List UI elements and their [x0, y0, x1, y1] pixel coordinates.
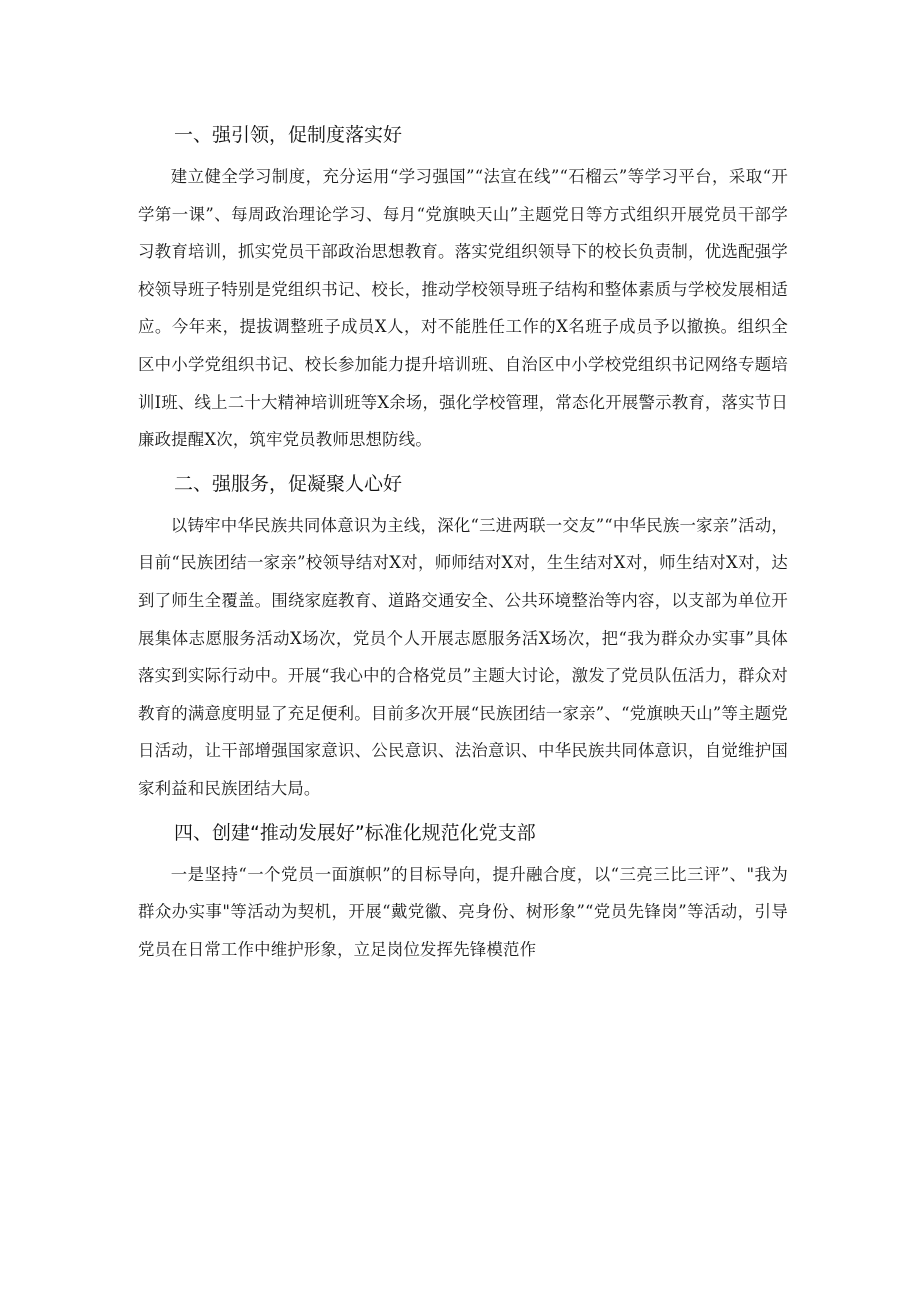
section-heading: 四、创建“推动发展好”标准化规范化党支部	[174, 821, 536, 844]
section-paragraph: 以铸牢中华民族共同体意识为主线，深化“三进两联一交友”“中华民族一家亲”活动，目前“民族团结一家亲”校领导结对X对，师师结对X对，生生结对X对，师生结对X对，达到了师生全覆盖。围绕家庭教育、道路交通安全、公共环境整治等内容，以支部为单位开展集体志愿服务活动X场次，党员个人开展志愿服务活X场次，把“我为群众办实事”具体落实到实际行动中。开展“我心中的合格党员”主题大讨论，激发了党员队伍活力，群众对教育的满意度明显了充足便利。目前多次开展“民族团结一家亲”、“党旗映天山”等主题党日活动，让干部增强国家意识、公民意识、法治意识、中华民族共同体意识，自觉维护国家利益和民族团结大局。	[138, 515, 788, 798]
document-body	[138, 114, 788, 968]
section-paragraph: 建立健全学习制度，充分运用“学习强国”“法宣在线”“石榴云”等学习平台，采取“开学第一课”、每周政治理论学习、每月“党旗映天山”主题党日等方式组织开展党员干部学习教育培训，抓实党员干部政治思想教育。落实党组织领导下的校长负责制，优选配强学校领导班子特别是党组织书记、校长，推动学校领导班子结构和整体素质与学校发展相适应。今年来，提拔调整班子成员X人，对不能胜任工作的X名班子成员予以撤换。组织全区中小学党组织书记、校长参加能力提升培训班、自治区中小学校党组织书记网络专题培训I班、线上二十大精神培训班等X余场，强化学校管理，常态化开展警示教育，落实节日廉政提醒X次，筑牢党员教师思想防线。	[138, 167, 788, 450]
section-heading: 二、强服务，促凝聚人心好	[174, 472, 403, 495]
section-heading: 一、强引领，促制度落实好	[174, 124, 403, 146]
section-paragraph: 一是坚持“一个党员一面旗帜”的目标导向，提升融合度，以“三亮三比三评”、"我为群众办实事"等活动为契机，开展“戴党徽、亮身份、树形象”“党员先锋岗”等活动，引导党员在日常工作中维护形象，立足岗位发挥先锋模范作	[138, 864, 788, 959]
